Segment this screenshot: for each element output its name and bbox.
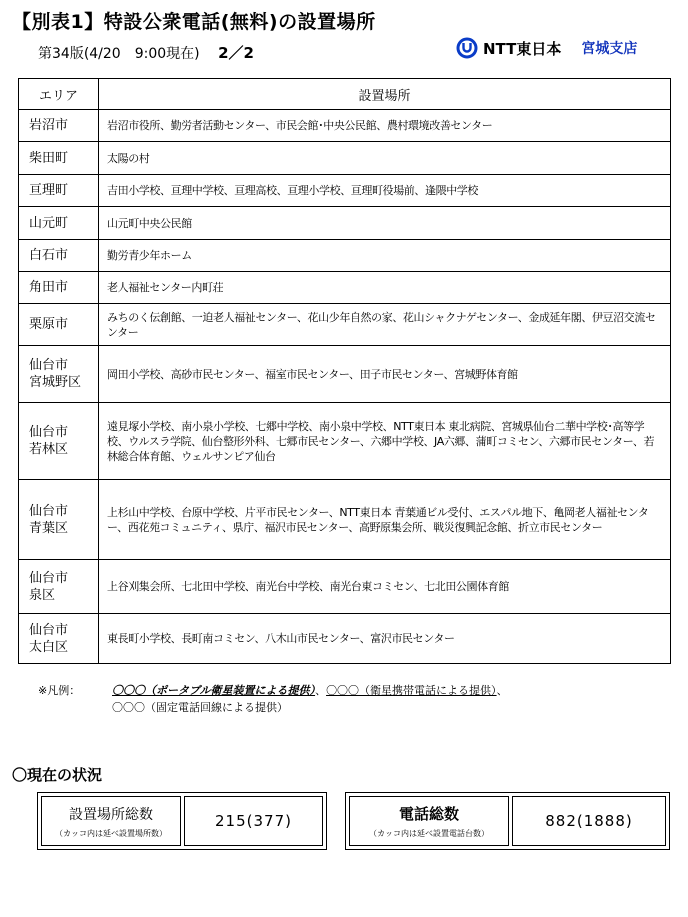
area-ward: 青葉区	[29, 520, 69, 536]
table-row	[19, 142, 671, 175]
locations-total-note: （カッコ内は延べ設置場所数）	[55, 828, 167, 838]
area-name: 白石市	[29, 248, 69, 263]
locations-total-label-cell	[41, 796, 181, 846]
page-number: 2／2	[218, 44, 254, 62]
area-cell	[19, 175, 99, 207]
locations-total-label: 設置場所総数	[69, 806, 153, 823]
locations-cell: 岩沼市役所、勤労者活動センター、市民会館･中央公民館、農村環境改善センター	[99, 110, 671, 142]
area-city: 仙台市	[29, 358, 69, 373]
area-city: 仙台市	[29, 503, 69, 519]
area-cell	[19, 480, 99, 560]
locations-cell: 東長町小学校、長町南コミセン、八木山市民センター、富沢市民センター	[99, 614, 671, 664]
table-row	[19, 480, 671, 560]
table-row	[19, 175, 671, 207]
locations-total-value-cell	[184, 796, 323, 846]
area-ward: 泉区	[29, 587, 56, 603]
locations-total-value: 215(377)	[215, 812, 292, 830]
locations-cell: 山元町中央公民館	[99, 207, 671, 240]
locations-cell: 勤労青少年ホーム	[99, 240, 671, 272]
table-row	[19, 346, 671, 403]
locations-cell: 吉田小学校、亘理中学校、亘理高校、亘理小学校、亘理町役場前、逢隈中学校	[99, 175, 671, 207]
branch-name: 宮城支店	[581, 41, 638, 57]
area-cell	[19, 614, 99, 664]
area-cell	[19, 560, 99, 614]
table-row	[19, 207, 671, 240]
locations-cell: 太陽の村	[99, 142, 671, 175]
table-row	[19, 110, 671, 142]
area-cell	[19, 110, 99, 142]
area-city: 仙台市	[29, 622, 69, 638]
locations-cell: みちのく伝創館、一迫老人福祉センター、花山少年自然の家、花山シャクナゲセンター、金成延年閣、伊豆沼交流センター	[99, 304, 671, 346]
area-cell	[19, 346, 99, 403]
legend-satellite-phone: 〇〇〇（衛星携帯電話による提供）	[326, 684, 497, 697]
area-city: 仙台市	[29, 425, 69, 440]
area-cell	[19, 240, 99, 272]
table-row	[19, 560, 671, 614]
locations-cell: 岡田小学校、高砂市民センター、福室市民センター、田子市民センター、宮城野体育館	[99, 346, 671, 403]
area-name: 角田市	[29, 280, 69, 295]
area-cell	[19, 304, 99, 346]
legend	[38, 682, 508, 716]
area-ward: 若林区	[29, 442, 69, 457]
brand-name: NTT東日本	[483, 39, 562, 58]
legend-portable-satellite: 〇〇〇（ポータブル衛星装置による提供）	[112, 684, 316, 697]
column-header-area: エリア	[19, 79, 99, 110]
locations-cell: 遠見塚小学校、南小泉小学校、七郷中学校、南小泉中学校、NTT東日本 東北病院、宮城県仙台二華中学校･高等学校、ウルスラ学院、仙台整形外科、七郷市民センター、六郷中学校、JA六郷、蒲町コミセン、六郷市民センター、若林総合体育館、ウェルサンピア仙台	[99, 403, 671, 480]
phones-total-note: （カッコ内は延べ設置電話台数）	[369, 829, 489, 838]
locations-cell: 上谷刈集会所、七北田中学校、南光台中学校、南光台東コミセン、七北田公園体育館	[99, 560, 671, 614]
phones-total-value-cell	[512, 796, 666, 846]
edition-label: 第34版(4/20 9:00現在)	[38, 46, 200, 62]
table-row	[19, 272, 671, 304]
legend-fixed-line: 〇〇〇（固定電話回線による提供）	[112, 701, 288, 714]
area-city: 仙台市	[29, 570, 69, 586]
phones-total-label-cell	[349, 796, 509, 846]
area-name: 岩沼市	[29, 118, 69, 133]
area-name: 柴田町	[29, 150, 69, 166]
area-ward: 宮城野区	[29, 375, 82, 390]
area-cell	[19, 272, 99, 304]
table-row	[19, 403, 671, 480]
table-row	[19, 304, 671, 346]
locations-total-box	[37, 792, 327, 850]
table-row	[19, 240, 671, 272]
locations-cell: 老人福祉センター内町荘	[99, 272, 671, 304]
status-title: 〇現在の状況	[12, 766, 103, 784]
phones-total-label: 電話総数	[398, 805, 459, 823]
phones-total-box	[345, 792, 670, 850]
edition-line	[38, 42, 254, 63]
legend-row	[38, 682, 508, 699]
area-ward: 太白区	[29, 639, 69, 655]
area-name: 栗原市	[29, 317, 69, 332]
area-cell	[19, 142, 99, 175]
area-name: 山元町	[29, 215, 69, 231]
brand-block	[456, 37, 637, 59]
locations-cell: 上杉山中学校、台原中学校、片平市民センター、NTT東日本 青葉通ビル受付、エスパル地下、亀岡老人福祉センター、西花苑コミュニティ、県庁、福沢市民センター、高野原集会所、戦災復興記念館、折立市民センター	[99, 480, 671, 560]
area-name: 亘理町	[29, 183, 69, 198]
table-row	[19, 614, 671, 664]
page-title: 【別表1】特設公衆電話(無料)の設置場所	[12, 11, 376, 33]
phones-total-value: 882(1888)	[545, 812, 633, 830]
legend-separator: 、	[496, 684, 508, 697]
area-cell	[19, 403, 99, 480]
locations-table	[18, 78, 671, 664]
column-header-locations: 設置場所	[99, 79, 671, 110]
legend-row	[38, 699, 508, 716]
ntt-logo-icon	[456, 37, 478, 59]
table-header-row	[19, 79, 671, 110]
legend-label: ※凡例：	[38, 684, 81, 697]
legend-separator: 、	[315, 684, 327, 697]
area-cell	[19, 207, 99, 240]
